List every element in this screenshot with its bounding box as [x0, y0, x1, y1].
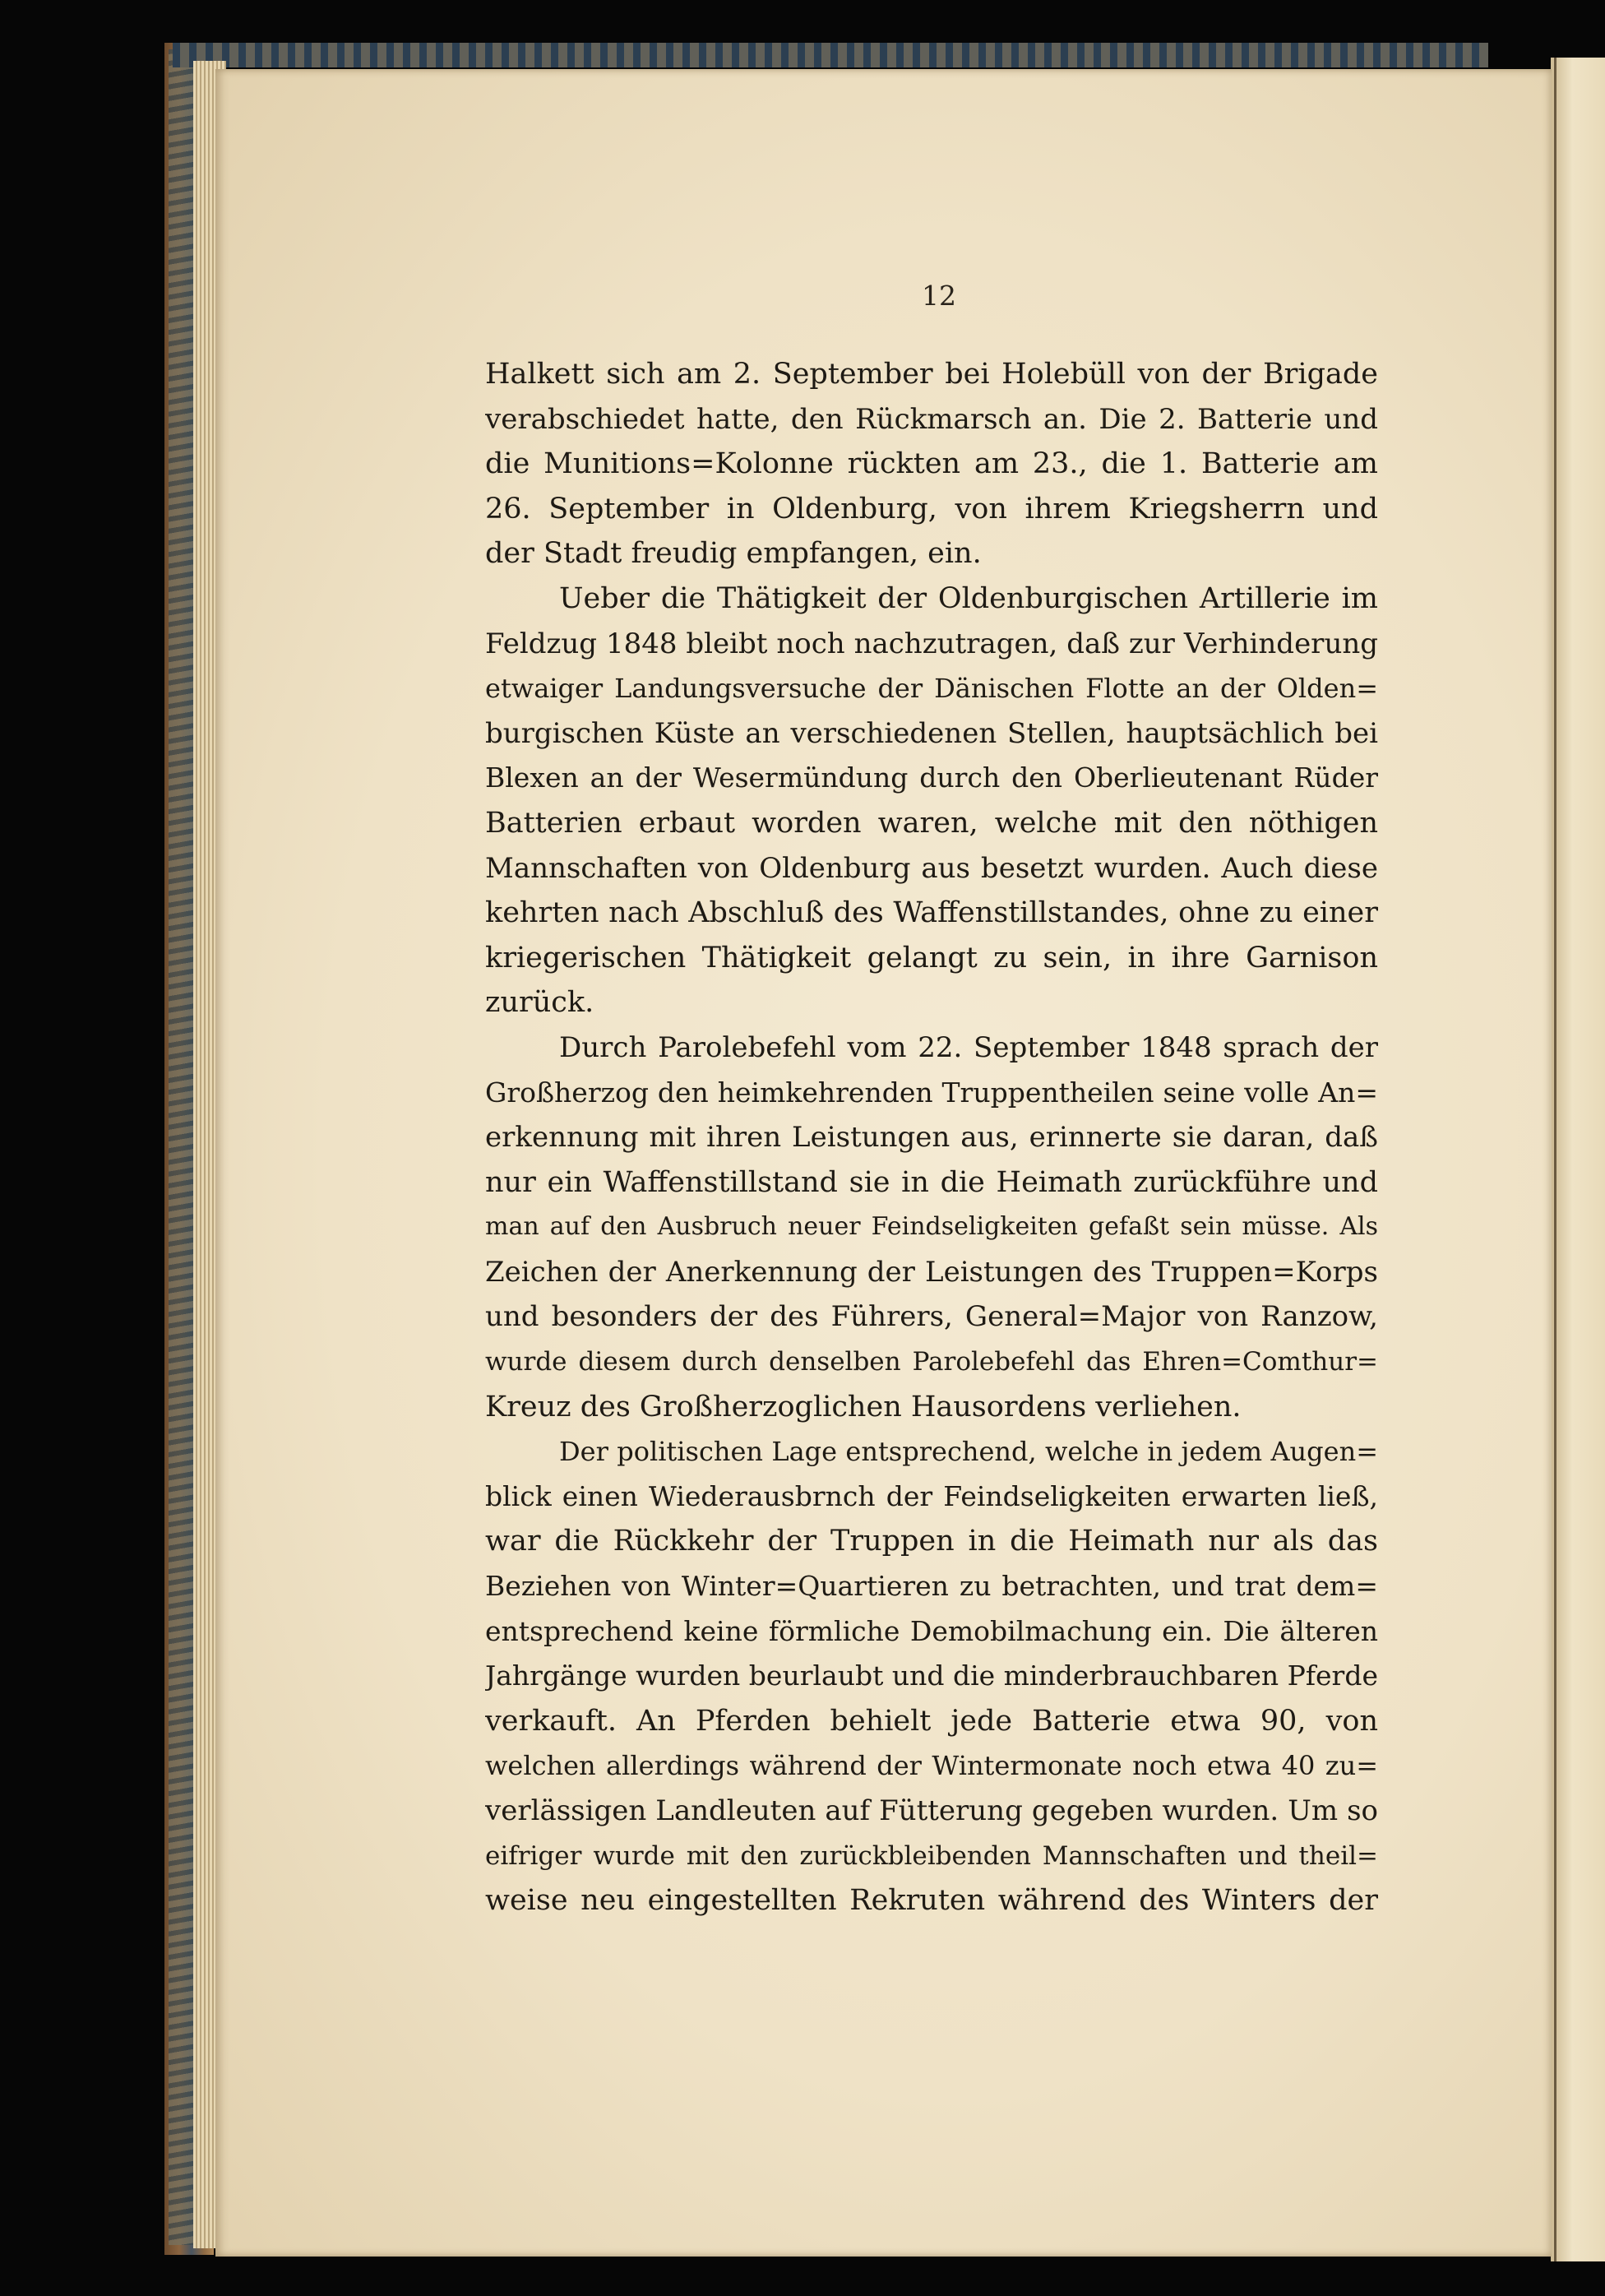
adjacent-page: [1551, 58, 1605, 2261]
text-line: verkauft. An Pferden behielt jede Batterie etwa 90, von: [485, 1704, 1378, 1738]
gutter-line: [1554, 58, 1556, 2261]
text-line: war die Rückkehr der Truppen in die Heimath nur als das: [485, 1525, 1378, 1558]
text-line: Der politischen Lage entsprechend, welche in jedem Augen=: [559, 1436, 1378, 1468]
text-line: Großherzog den heimkehrenden Truppentheilen seine volle An=: [485, 1076, 1378, 1109]
text-line: man auf den Ausbruch neuer Feindseligkeiten gefaßt sein müsse. Als: [485, 1212, 1378, 1242]
text-line: zurück.: [485, 986, 594, 1020]
text-line: etwaiger Landungsversuche der Dänischen Flotte an der Olden=: [485, 673, 1378, 705]
text-line: erkennung mit ihren Leistungen aus, erinnerte sie daran, daß: [485, 1121, 1378, 1155]
text-line: Zeichen der Anerkennung der Leistungen des Truppen=Korps: [485, 1255, 1378, 1289]
text-line: kehrten nach Abschluß des Waffenstillstandes, ohne zu einer: [485, 896, 1378, 930]
text-line: eifriger wurde mit den zurückbleibenden Mannschaften und theil=: [485, 1840, 1378, 1871]
text-line: Halkett sich am 2. September bei Holebüll von der Brigade: [485, 358, 1378, 391]
text-line: 26. September in Oldenburg, von ihrem Kriegsherrn und: [485, 492, 1378, 525]
text-line: verlässigen Landleuten auf Fütterung gegeben wurden. Um so: [485, 1794, 1378, 1827]
text-line: Feldzug 1848 bleibt noch nachzutragen, daß zur Verhinderung: [485, 627, 1378, 660]
text-line: verabschiedet hatte, den Rückmarsch an. Die 2. Batterie und: [485, 402, 1378, 436]
text-line: weise neu eingestellten Rekruten während des Winters der: [485, 1884, 1378, 1918]
text-line: und besonders der des Führers, General=Major von Ranzow,: [485, 1300, 1378, 1334]
text-line: Jahrgänge wurden beurlaubt und die minderbrauchbaren Pferde: [485, 1660, 1378, 1692]
text-line: die Munitions=Kolonne rückten am 23., die 1. Batterie am: [485, 447, 1378, 481]
text-line: blick einen Wiederausbrnch der Feindseligkeiten erwarten ließ,: [485, 1479, 1378, 1512]
text-line: wurde diesem durch denselben Parolebefehl das Ehren=Comthur=: [485, 1347, 1378, 1377]
text-line: entsprechend keine förmliche Demobilmachung ein. Die älteren: [485, 1614, 1378, 1647]
text-line: welchen allerdings während der Wintermonate noch etwa 40 zu=: [485, 1750, 1378, 1782]
body-text: [485, 352, 1378, 1923]
text-line: Beziehen von Winter=Quartieren zu betrachten, und trat dem=: [485, 1570, 1378, 1603]
text-line: nur ein Waffenstillstand sie in die Heimath zurückführe und: [485, 1165, 1378, 1199]
page-number: 12: [922, 280, 956, 312]
text-line: kriegerischen Thätigkeit gelangt zu sein, in ihre Garnison: [485, 941, 1378, 974]
text-line: Kreuz des Großherzoglichen Hausordens verliehen.: [485, 1390, 1242, 1423]
text-line: Ueber die Thätigkeit der Oldenburgischen Artillerie im: [559, 581, 1378, 615]
marbled-cover-top: [173, 43, 1488, 67]
text-line: Blexen an der Wesermündung durch den Oberlieutenant Rüder: [485, 761, 1378, 794]
text-line: Durch Parolebefehl vom 22. September 1848 sprach der: [559, 1030, 1378, 1064]
text-line: der Stadt freudig empfangen, ein.: [485, 537, 982, 571]
text-line: burgischen Küste an verschiedenen Stellen, hauptsächlich bei: [485, 716, 1378, 750]
text-line: Mannschaften von Oldenburg aus besetzt wurden. Auch diese: [485, 851, 1378, 885]
text-line: Batterien erbaut worden waren, welche mit den nöthigen: [485, 806, 1378, 840]
